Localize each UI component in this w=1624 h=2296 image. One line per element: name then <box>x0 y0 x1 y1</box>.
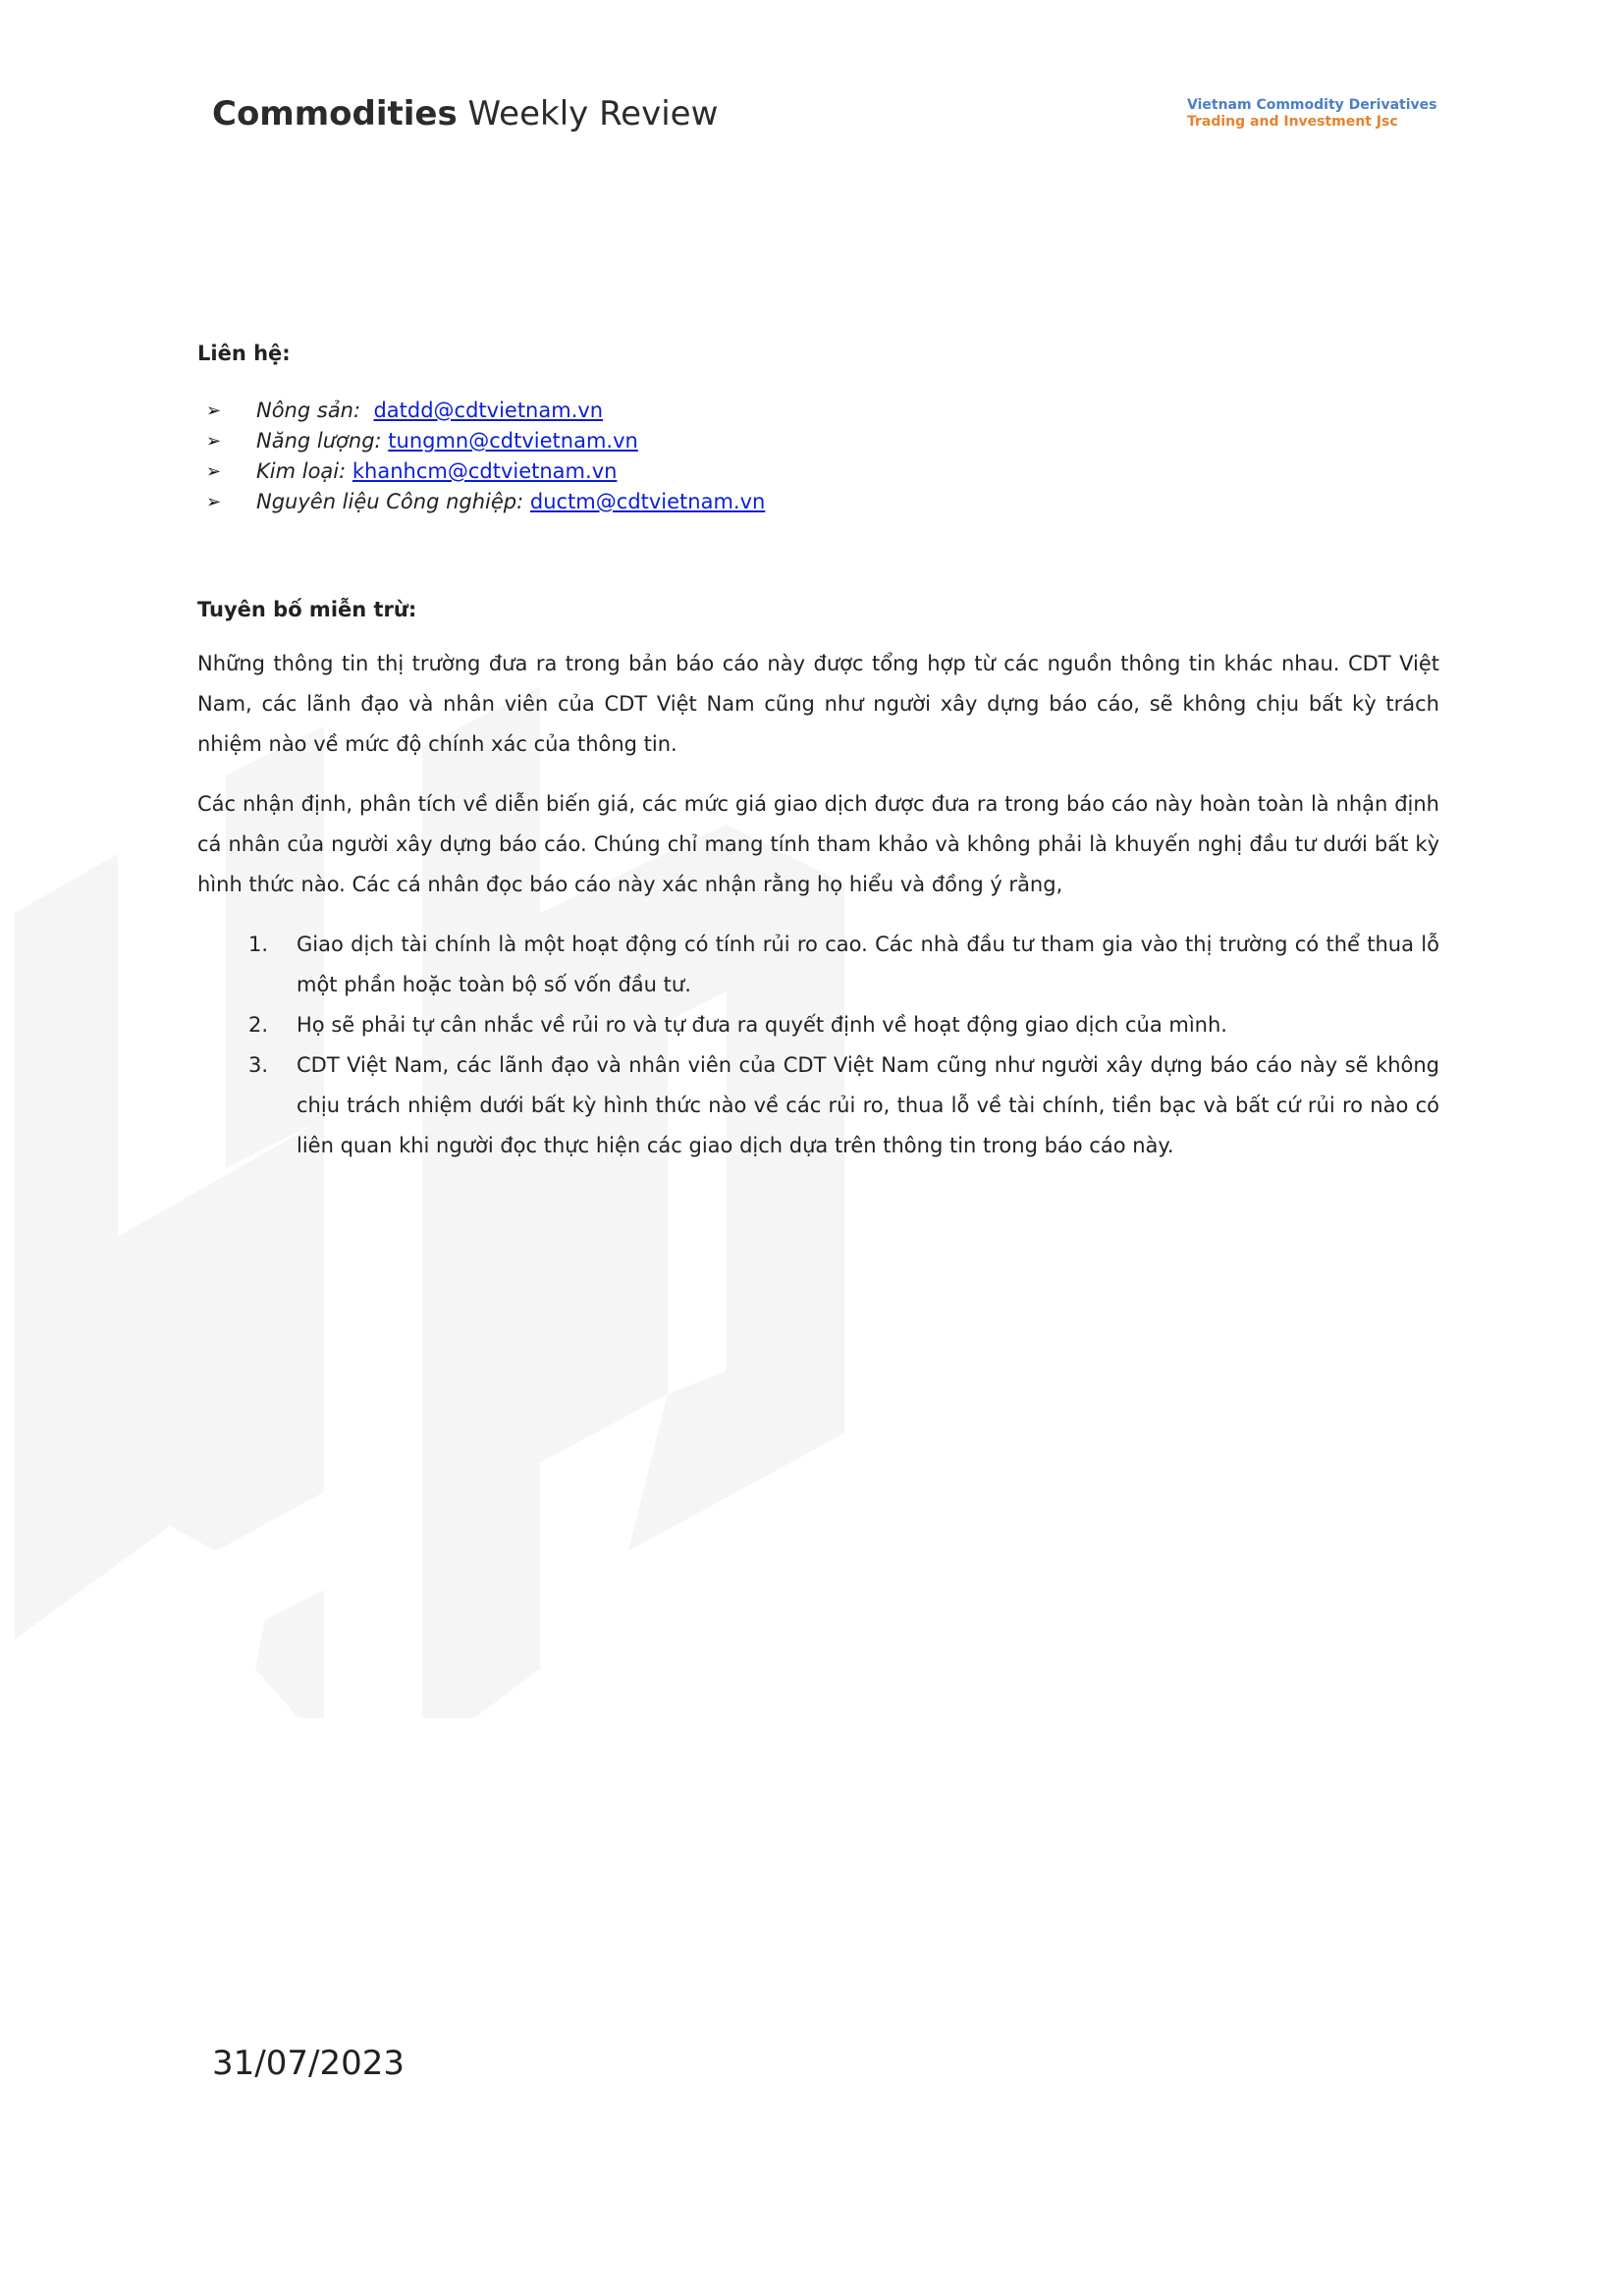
disclaimer-list-item <box>197 1045 1439 1166</box>
list-item-text: Giao dịch tài chính là một hoạt động có tính rủi ro cao. Các nhà đầu tư tham gia vào thị trường có thể thua lỗ một phần hoặc toàn bộ số vốn đầu tư. <box>297 933 1439 996</box>
contact-item-metals <box>197 456 1439 487</box>
list-number: 3. <box>248 1053 269 1077</box>
contact-category: Nông sản: <box>256 399 361 422</box>
contact-category: Kim loại: <box>256 459 347 483</box>
company-brand <box>1187 97 1437 131</box>
report-date: 31/07/2023 <box>212 2044 405 2083</box>
contact-item-agriculture <box>197 396 1439 426</box>
contact-item-industrial <box>197 487 1439 517</box>
arrow-bullet-icon: ➢ <box>206 400 222 421</box>
brand-line-1: Vietnam Commodity Derivatives <box>1187 97 1437 113</box>
disclaimer-list-item <box>197 925 1439 1005</box>
contact-category: Nguyên liệu Công nghiệp: <box>256 490 524 513</box>
disclaimer-list <box>197 925 1439 1166</box>
list-number: 2. <box>248 1013 269 1037</box>
contact-email-link[interactable]: tungmn@cdtvietnam.vn <box>388 429 638 453</box>
list-item-text: CDT Việt Nam, các lãnh đạo và nhân viên của CDT Việt Nam cũng như người xây dựng báo cáo này sẽ không chịu trách nhiệm dưới bất kỳ hình thức nào về các rủi ro, thua lỗ về tài chính, tiền bạc và bất cứ rủi ro nào có liên quan khi người đọc thực hiện các giao dịch dựa trên thông tin trong báo cáo này. <box>297 1053 1439 1157</box>
main-content <box>197 334 1439 1166</box>
report-title <box>212 94 718 133</box>
contact-item-energy <box>197 426 1439 456</box>
report-title-bold: Commodities <box>212 94 458 133</box>
contact-heading: Liên hệ: <box>197 342 291 365</box>
report-title-rest: Weekly Review <box>457 94 719 133</box>
contact-email-link[interactable]: ductm@cdtvietnam.vn <box>529 490 766 513</box>
disclaimer-paragraph: Những thông tin thị trường đưa ra trong bản báo cáo này được tổng hợp từ các nguồn thông tin khác nhau. CDT Việt Nam, các lãnh đạo và nhân viên của CDT Việt Nam cũng như người xây dựng báo cáo, sẽ không chịu bất kỳ trách nhiệm nào về mức độ chính xác của thông tin. <box>197 652 1439 756</box>
brand-line-2: Trading and Investment Jsc <box>1187 114 1398 130</box>
list-item-text: Họ sẽ phải tự cân nhắc về rủi ro và tự đưa ra quyết định về hoạt động giao dịch của mình. <box>297 1013 1227 1037</box>
list-number: 1. <box>248 933 269 956</box>
disclaimer-list-item <box>197 1005 1439 1045</box>
contact-email-link[interactable]: khanhcm@cdtvietnam.vn <box>352 459 618 483</box>
disclaimer-heading: Tuyên bố miễn trừ: <box>197 598 417 621</box>
contact-category: Năng lượng: <box>256 429 382 453</box>
disclaimer-paragraph: Các nhận định, phân tích về diễn biến giá, các mức giá giao dịch được đưa ra trong báo cáo này hoàn toàn là nhận định cá nhân của người xây dựng báo cáo. Chúng chỉ mang tính tham khảo và không phải là khuyến nghị đầu tư dưới bất kỳ hình thức nào. Các cá nhân đọc báo cáo này xác nhận rằng họ hiểu và đồng ý rằng, <box>197 792 1439 896</box>
contact-email-link[interactable]: datdd@cdtvietnam.vn <box>373 399 604 422</box>
arrow-bullet-icon: ➢ <box>206 431 222 452</box>
arrow-bullet-icon: ➢ <box>206 461 222 482</box>
arrow-bullet-icon: ➢ <box>206 492 222 512</box>
contact-list <box>197 396 1439 517</box>
